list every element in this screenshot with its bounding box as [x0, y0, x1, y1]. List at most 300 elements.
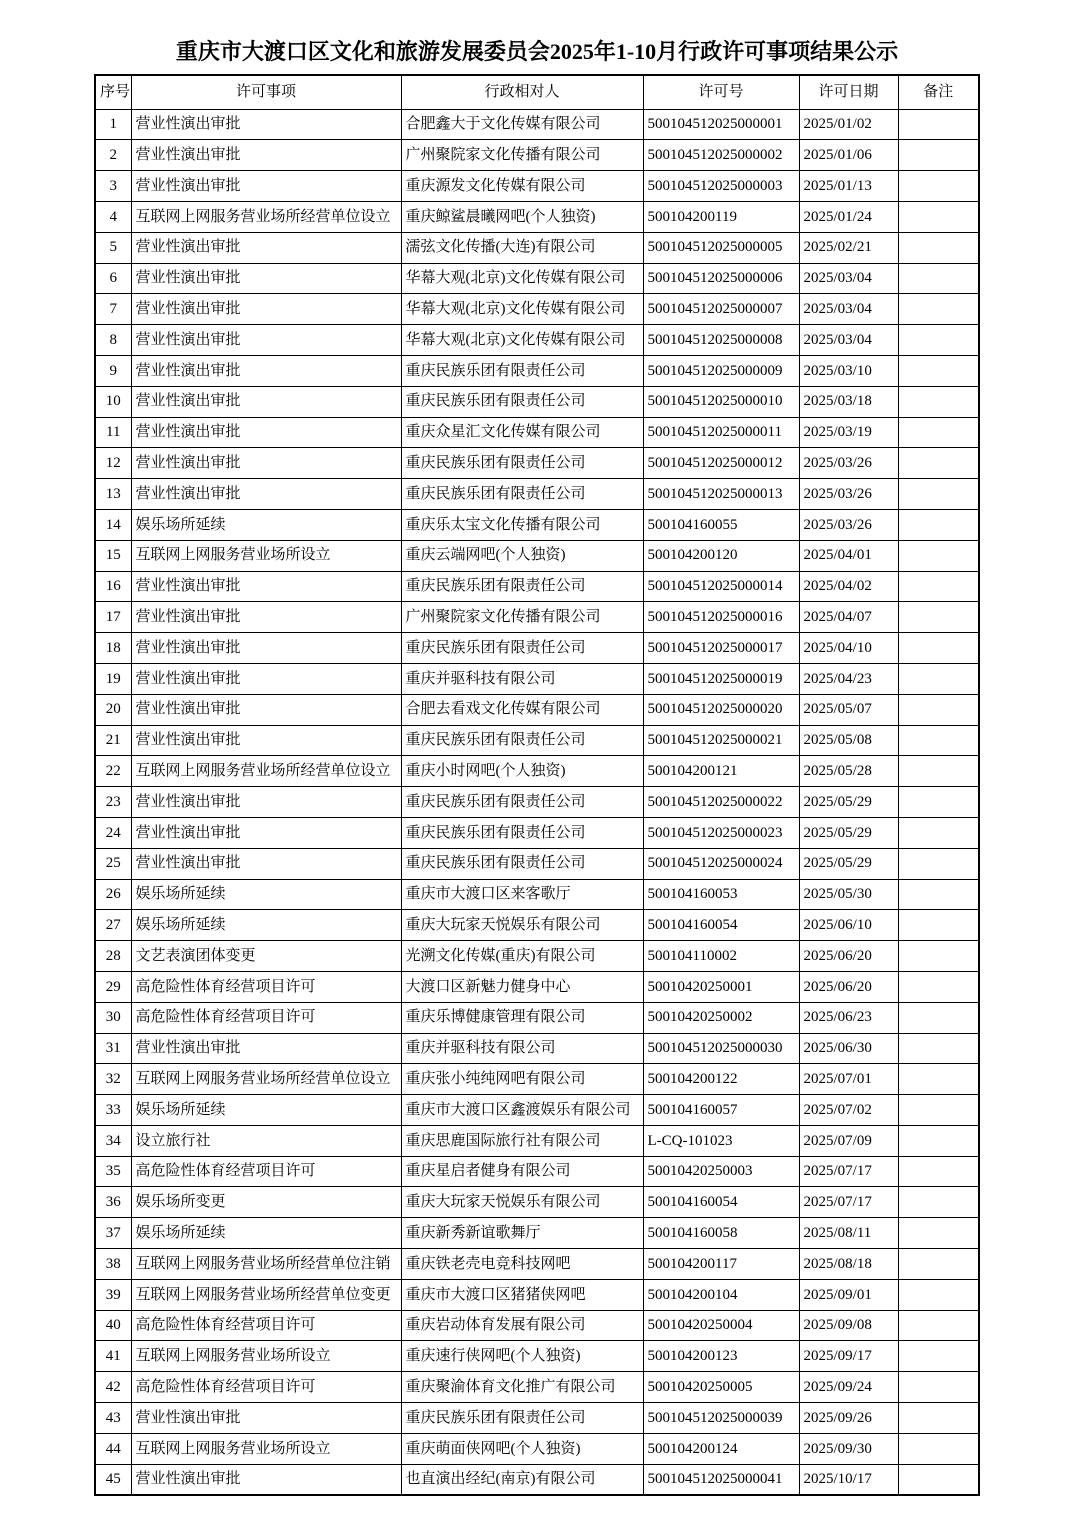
table-cell-date: 2025/04/10 — [799, 633, 898, 664]
table-cell-party: 重庆众星汇文化传媒有限公司 — [401, 417, 643, 448]
table-row — [95, 386, 979, 417]
table-cell-num: 500104160055 — [643, 509, 799, 540]
table-cell-party: 重庆民族乐团有限责任公司 — [401, 1403, 643, 1434]
table-cell-item: 营业性演出审批 — [131, 325, 401, 356]
table-cell-party: 华幕大观(北京)文化传媒有限公司 — [401, 325, 643, 356]
table-cell-num: 500104512025000024 — [643, 848, 799, 879]
table-cell-num: 50010420250001 — [643, 971, 799, 1002]
table-cell-num: 500104512025000020 — [643, 694, 799, 725]
table-cell-num: 500104110002 — [643, 941, 799, 972]
column-header-num: 许可号 — [643, 75, 799, 110]
table-cell-party: 重庆思鹿国际旅行社有限公司 — [401, 1125, 643, 1156]
table-cell-note — [898, 1002, 979, 1033]
table-cell-item: 高危险性体育经营项目许可 — [131, 971, 401, 1002]
table-cell-num: 50010420250003 — [643, 1156, 799, 1187]
table-cell-item: 营业性演出审批 — [131, 386, 401, 417]
table-cell-item: 营业性演出审批 — [131, 694, 401, 725]
table-row — [95, 1095, 979, 1126]
table-cell-date: 2025/09/30 — [799, 1433, 898, 1464]
table-cell-seq: 41 — [95, 1341, 131, 1372]
table-cell-date: 2025/05/28 — [799, 756, 898, 787]
table-cell-seq: 2 — [95, 140, 131, 171]
table-cell-note — [898, 294, 979, 325]
table-cell-date: 2025/03/04 — [799, 325, 898, 356]
table-cell-party: 重庆民族乐团有限责任公司 — [401, 571, 643, 602]
table-cell-num: 500104200104 — [643, 1279, 799, 1310]
table-cell-party: 重庆聚渝体育文化推广有限公司 — [401, 1372, 643, 1403]
table-cell-note — [898, 1095, 979, 1126]
table-cell-item: 娱乐场所延续 — [131, 1095, 401, 1126]
table-cell-party: 广州聚院家文化传播有限公司 — [401, 602, 643, 633]
table-cell-note — [898, 879, 979, 910]
table-cell-date: 2025/04/23 — [799, 663, 898, 694]
table-cell-num: 500104200120 — [643, 540, 799, 571]
table-cell-num: 500104512025000011 — [643, 417, 799, 448]
table-cell-party: 重庆民族乐团有限责任公司 — [401, 386, 643, 417]
table-cell-seq: 3 — [95, 171, 131, 202]
table-cell-num: 500104512025000009 — [643, 355, 799, 386]
table-cell-party: 大渡口区新魅力健身中心 — [401, 971, 643, 1002]
table-cell-seq: 30 — [95, 1002, 131, 1033]
table-cell-seq: 13 — [95, 479, 131, 510]
table-cell-party: 重庆速行侠网吧(个人独资) — [401, 1341, 643, 1372]
table-cell-note — [898, 663, 979, 694]
table-cell-note — [898, 1187, 979, 1218]
table-cell-party: 重庆乐太宝文化传播有限公司 — [401, 509, 643, 540]
table-cell-item: 营业性演出审批 — [131, 817, 401, 848]
table-row — [95, 325, 979, 356]
table-cell-date: 2025/05/29 — [799, 817, 898, 848]
table-cell-seq: 23 — [95, 787, 131, 818]
table-cell-seq: 16 — [95, 571, 131, 602]
table-cell-date: 2025/01/13 — [799, 171, 898, 202]
table-cell-item: 营业性演出审批 — [131, 417, 401, 448]
table-cell-num: 500104200117 — [643, 1249, 799, 1280]
table-cell-item: 营业性演出审批 — [131, 848, 401, 879]
table-row — [95, 1310, 979, 1341]
table-cell-note — [898, 355, 979, 386]
table-row — [95, 355, 979, 386]
table-cell-item: 营业性演出审批 — [131, 1464, 401, 1495]
table-cell-num: 50010420250004 — [643, 1310, 799, 1341]
table-cell-num: 500104200122 — [643, 1064, 799, 1095]
table-body — [95, 109, 979, 1495]
table-cell-note — [898, 386, 979, 417]
table-cell-date: 2025/01/06 — [799, 140, 898, 171]
table-cell-party: 重庆民族乐团有限责任公司 — [401, 448, 643, 479]
table-cell-date: 2025/04/02 — [799, 571, 898, 602]
table-cell-seq: 15 — [95, 540, 131, 571]
table-cell-num: 500104160054 — [643, 910, 799, 941]
table-cell-note — [898, 848, 979, 879]
table-cell-date: 2025/03/04 — [799, 263, 898, 294]
table-cell-note — [898, 1156, 979, 1187]
table-cell-seq: 38 — [95, 1249, 131, 1280]
table-cell-seq: 19 — [95, 663, 131, 694]
table-cell-date: 2025/06/20 — [799, 941, 898, 972]
table-cell-seq: 31 — [95, 1033, 131, 1064]
table-cell-num: 500104512025000019 — [643, 663, 799, 694]
column-header-note: 备注 — [898, 75, 979, 110]
table-row — [95, 756, 979, 787]
table-row — [95, 571, 979, 602]
table-cell-party: 重庆张小纯纯网吧有限公司 — [401, 1064, 643, 1095]
table-cell-item: 互联网上网服务营业场所经营单位变更 — [131, 1279, 401, 1310]
table-row — [95, 1187, 979, 1218]
table-cell-seq: 24 — [95, 817, 131, 848]
table-cell-seq: 10 — [95, 386, 131, 417]
table-cell-party: 濡弦文化传播(大连)有限公司 — [401, 232, 643, 263]
table-cell-date: 2025/03/26 — [799, 479, 898, 510]
table-cell-date: 2025/03/04 — [799, 294, 898, 325]
table-row — [95, 602, 979, 633]
table-cell-note — [898, 540, 979, 571]
table-cell-num: 500104512025000002 — [643, 140, 799, 171]
table-cell-note — [898, 1249, 979, 1280]
table-cell-date: 2025/07/17 — [799, 1187, 898, 1218]
table-cell-seq: 33 — [95, 1095, 131, 1126]
table-cell-note — [898, 910, 979, 941]
table-row — [95, 1403, 979, 1434]
table-cell-note — [898, 1064, 979, 1095]
table-cell-item: 营业性演出审批 — [131, 633, 401, 664]
table-cell-date: 2025/06/23 — [799, 1002, 898, 1033]
table-cell-num: 500104160054 — [643, 1187, 799, 1218]
table-row — [95, 1033, 979, 1064]
table-cell-party: 重庆铁老壳电竞科技网吧 — [401, 1249, 643, 1280]
table-cell-item: 营业性演出审批 — [131, 787, 401, 818]
table-cell-seq: 1 — [95, 109, 131, 140]
table-cell-num: 500104200123 — [643, 1341, 799, 1372]
table-cell-seq: 35 — [95, 1156, 131, 1187]
table-cell-date: 2025/09/17 — [799, 1341, 898, 1372]
table-cell-date: 2025/07/01 — [799, 1064, 898, 1095]
table-cell-party: 重庆新秀新谊歌舞厅 — [401, 1218, 643, 1249]
table-cell-note — [898, 1218, 979, 1249]
table-cell-note — [898, 1279, 979, 1310]
table-cell-seq: 29 — [95, 971, 131, 1002]
table-cell-seq: 9 — [95, 355, 131, 386]
table-cell-note — [898, 602, 979, 633]
table-cell-party: 合肥去看戏文化传媒有限公司 — [401, 694, 643, 725]
table-cell-num: 500104160053 — [643, 879, 799, 910]
table-cell-note — [898, 325, 979, 356]
table-cell-num: 500104512025000010 — [643, 386, 799, 417]
table-cell-party: 重庆云端网吧(个人独资) — [401, 540, 643, 571]
table-cell-item: 娱乐场所变更 — [131, 1187, 401, 1218]
table-cell-date: 2025/01/24 — [799, 201, 898, 232]
table-cell-num: 500104200121 — [643, 756, 799, 787]
table-row — [95, 1249, 979, 1280]
table-cell-party: 重庆鲸鲨晨曦网吧(个人独资) — [401, 201, 643, 232]
table-cell-party: 重庆民族乐团有限责任公司 — [401, 817, 643, 848]
table-row — [95, 663, 979, 694]
table-cell-item: 娱乐场所延续 — [131, 879, 401, 910]
table-cell-item: 营业性演出审批 — [131, 171, 401, 202]
table-cell-num: 500104200119 — [643, 201, 799, 232]
table-cell-item: 营业性演出审批 — [131, 263, 401, 294]
table-row — [95, 1279, 979, 1310]
table-cell-item: 互联网上网服务营业场所设立 — [131, 1433, 401, 1464]
table-cell-date: 2025/03/19 — [799, 417, 898, 448]
table-cell-num: 500104512025000023 — [643, 817, 799, 848]
table-cell-num: 500104512025000021 — [643, 725, 799, 756]
table-cell-item: 营业性演出审批 — [131, 109, 401, 140]
table-cell-party: 光溯文化传媒(重庆)有限公司 — [401, 941, 643, 972]
table-cell-note — [898, 1125, 979, 1156]
table-cell-note — [898, 633, 979, 664]
table-cell-item: 设立旅行社 — [131, 1125, 401, 1156]
table-cell-seq: 43 — [95, 1403, 131, 1434]
table-cell-note — [898, 971, 979, 1002]
table-cell-seq: 21 — [95, 725, 131, 756]
table-cell-date: 2025/05/30 — [799, 879, 898, 910]
table-cell-num: 500104512025000039 — [643, 1403, 799, 1434]
header-row — [95, 75, 979, 110]
table-cell-num: 500104512025000006 — [643, 263, 799, 294]
table-row — [95, 1372, 979, 1403]
table-cell-note — [898, 1341, 979, 1372]
table-cell-date: 2025/08/18 — [799, 1249, 898, 1280]
table-cell-item: 娱乐场所延续 — [131, 509, 401, 540]
table-cell-num: 50010420250002 — [643, 1002, 799, 1033]
table-cell-num: 500104512025000016 — [643, 602, 799, 633]
table-cell-num: 500104512025000005 — [643, 232, 799, 263]
table-row — [95, 171, 979, 202]
table-cell-date: 2025/05/07 — [799, 694, 898, 725]
table-cell-num: 500104512025000008 — [643, 325, 799, 356]
table-cell-party: 重庆大玩家天悦娱乐有限公司 — [401, 910, 643, 941]
table-cell-item: 互联网上网服务营业场所经营单位设立 — [131, 1064, 401, 1095]
table-cell-note — [898, 1464, 979, 1495]
table-cell-item: 营业性演出审批 — [131, 602, 401, 633]
table-cell-note — [898, 1433, 979, 1464]
table-cell-item: 高危险性体育经营项目许可 — [131, 1156, 401, 1187]
table-cell-date: 2025/09/01 — [799, 1279, 898, 1310]
table-row — [95, 817, 979, 848]
table-row — [95, 1341, 979, 1372]
table-cell-party: 重庆民族乐团有限责任公司 — [401, 479, 643, 510]
table-cell-item: 互联网上网服务营业场所经营单位注销 — [131, 1249, 401, 1280]
table-row — [95, 1002, 979, 1033]
table-cell-seq: 37 — [95, 1218, 131, 1249]
table-cell-note — [898, 263, 979, 294]
table-cell-seq: 44 — [95, 1433, 131, 1464]
table-cell-seq: 4 — [95, 201, 131, 232]
table-row — [95, 1433, 979, 1464]
table-cell-date: 2025/01/02 — [799, 109, 898, 140]
table-cell-date: 2025/07/17 — [799, 1156, 898, 1187]
table-row — [95, 848, 979, 879]
table-cell-num: 500104512025000017 — [643, 633, 799, 664]
table-cell-num: 500104200124 — [643, 1433, 799, 1464]
table-row — [95, 509, 979, 540]
table-cell-note — [898, 694, 979, 725]
table-cell-item: 营业性演出审批 — [131, 448, 401, 479]
table-cell-date: 2025/02/21 — [799, 232, 898, 263]
table-cell-num: L-CQ-101023 — [643, 1125, 799, 1156]
table-cell-party: 合肥鑫大于文化传媒有限公司 — [401, 109, 643, 140]
column-header-date: 许可日期 — [799, 75, 898, 110]
table-cell-party: 重庆民族乐团有限责任公司 — [401, 848, 643, 879]
table-cell-seq: 12 — [95, 448, 131, 479]
table-cell-note — [898, 171, 979, 202]
table-cell-item: 互联网上网服务营业场所设立 — [131, 1341, 401, 1372]
table-row — [95, 417, 979, 448]
table-cell-num: 500104512025000012 — [643, 448, 799, 479]
table-cell-note — [898, 1372, 979, 1403]
page-title: 重庆市大渡口区文化和旅游发展委员会2025年1-10月行政许可事项结果公示 — [175, 39, 899, 64]
table-cell-item: 文艺表演团体变更 — [131, 941, 401, 972]
table-cell-seq: 34 — [95, 1125, 131, 1156]
table-cell-date: 2025/06/30 — [799, 1033, 898, 1064]
table-row — [95, 725, 979, 756]
table-cell-num: 500104160057 — [643, 1095, 799, 1126]
table-cell-party: 重庆市大渡口区鑫渡娱乐有限公司 — [401, 1095, 643, 1126]
table-cell-note — [898, 1033, 979, 1064]
table-row — [95, 294, 979, 325]
table-cell-item: 娱乐场所延续 — [131, 1218, 401, 1249]
table-cell-party: 华幕大观(北京)文化传媒有限公司 — [401, 294, 643, 325]
table-cell-note — [898, 232, 979, 263]
table-cell-note — [898, 109, 979, 140]
table-cell-date: 2025/08/11 — [799, 1218, 898, 1249]
table-cell-note — [898, 417, 979, 448]
table-cell-date: 2025/10/17 — [799, 1464, 898, 1495]
table-cell-seq: 7 — [95, 294, 131, 325]
table-cell-date: 2025/09/24 — [799, 1372, 898, 1403]
table-cell-seq: 25 — [95, 848, 131, 879]
table-cell-seq: 45 — [95, 1464, 131, 1495]
table-row — [95, 263, 979, 294]
table-row — [95, 910, 979, 941]
table-cell-note — [898, 571, 979, 602]
table-cell-seq: 39 — [95, 1279, 131, 1310]
table-cell-num: 500104512025000013 — [643, 479, 799, 510]
table-cell-note — [898, 725, 979, 756]
table-cell-item: 营业性演出审批 — [131, 140, 401, 171]
table-row — [95, 1218, 979, 1249]
table-cell-seq: 32 — [95, 1064, 131, 1095]
table-row — [95, 448, 979, 479]
table-cell-num: 500104512025000001 — [643, 109, 799, 140]
table-cell-date: 2025/03/10 — [799, 355, 898, 386]
table-cell-note — [898, 509, 979, 540]
table-cell-date: 2025/03/26 — [799, 448, 898, 479]
table-cell-item: 营业性演出审批 — [131, 479, 401, 510]
table-cell-party: 重庆源发文化传媒有限公司 — [401, 171, 643, 202]
table-cell-seq: 18 — [95, 633, 131, 664]
table-cell-party: 重庆萌面侠网吧(个人独资) — [401, 1433, 643, 1464]
table-cell-item: 高危险性体育经营项目许可 — [131, 1372, 401, 1403]
table-row — [95, 201, 979, 232]
table-cell-date: 2025/05/29 — [799, 848, 898, 879]
table-cell-party: 重庆乐博健康管理有限公司 — [401, 1002, 643, 1033]
table-cell-note — [898, 941, 979, 972]
table-cell-item: 营业性演出审批 — [131, 355, 401, 386]
table-cell-party: 重庆市大渡口区猪猪侠网吧 — [401, 1279, 643, 1310]
table-cell-note — [898, 140, 979, 171]
table-cell-item: 互联网上网服务营业场所经营单位设立 — [131, 756, 401, 787]
permit-table — [94, 74, 980, 1497]
table-row — [95, 694, 979, 725]
table-row — [95, 1125, 979, 1156]
table-row — [95, 1064, 979, 1095]
table-cell-seq: 42 — [95, 1372, 131, 1403]
table-cell-note — [898, 787, 979, 818]
table-row — [95, 109, 979, 140]
table-row — [95, 1156, 979, 1187]
table-cell-seq: 26 — [95, 879, 131, 910]
table-cell-item: 营业性演出审批 — [131, 571, 401, 602]
table-cell-party: 重庆并驱科技有限公司 — [401, 1033, 643, 1064]
table-cell-seq: 14 — [95, 509, 131, 540]
table-cell-date: 2025/09/26 — [799, 1403, 898, 1434]
table-cell-party: 重庆大玩家天悦娱乐有限公司 — [401, 1187, 643, 1218]
table-cell-seq: 11 — [95, 417, 131, 448]
table-cell-date: 2025/07/02 — [799, 1095, 898, 1126]
table-cell-seq: 17 — [95, 602, 131, 633]
table-cell-seq: 8 — [95, 325, 131, 356]
table-cell-item: 互联网上网服务营业场所经营单位设立 — [131, 201, 401, 232]
table-row — [95, 941, 979, 972]
table-cell-note — [898, 756, 979, 787]
table-cell-num: 500104160058 — [643, 1218, 799, 1249]
table-cell-item: 营业性演出审批 — [131, 725, 401, 756]
table-row — [95, 479, 979, 510]
table-cell-num: 500104512025000022 — [643, 787, 799, 818]
table-cell-date: 2025/07/09 — [799, 1125, 898, 1156]
table-cell-num: 500104512025000007 — [643, 294, 799, 325]
table-cell-seq: 20 — [95, 694, 131, 725]
table-cell-party: 重庆并驱科技有限公司 — [401, 663, 643, 694]
table-cell-item: 营业性演出审批 — [131, 1033, 401, 1064]
table-cell-item: 互联网上网服务营业场所设立 — [131, 540, 401, 571]
table-cell-date: 2025/04/07 — [799, 602, 898, 633]
table-cell-party: 重庆岩动体育发展有限公司 — [401, 1310, 643, 1341]
table-cell-seq: 6 — [95, 263, 131, 294]
table-cell-num: 500104512025000041 — [643, 1464, 799, 1495]
table-cell-note — [898, 479, 979, 510]
table-cell-date: 2025/06/10 — [799, 910, 898, 941]
table-cell-num: 500104512025000003 — [643, 171, 799, 202]
table-cell-item: 营业性演出审批 — [131, 1403, 401, 1434]
table-cell-seq: 40 — [95, 1310, 131, 1341]
table-cell-party: 广州聚院家文化传播有限公司 — [401, 140, 643, 171]
table-cell-num: 500104512025000014 — [643, 571, 799, 602]
table-cell-item: 营业性演出审批 — [131, 294, 401, 325]
column-header-party: 行政相对人 — [401, 75, 643, 110]
table-cell-item: 高危险性体育经营项目许可 — [131, 1002, 401, 1033]
table-row — [95, 1464, 979, 1495]
table-cell-item: 娱乐场所延续 — [131, 910, 401, 941]
table-cell-party: 重庆市大渡口区来客歌厅 — [401, 879, 643, 910]
table-cell-date: 2025/09/08 — [799, 1310, 898, 1341]
table-cell-party: 重庆民族乐团有限责任公司 — [401, 633, 643, 664]
table-row — [95, 879, 979, 910]
table-row — [95, 787, 979, 818]
column-header-seq: 序号 — [95, 75, 131, 110]
table-cell-party: 华幕大观(北京)文化传媒有限公司 — [401, 263, 643, 294]
table-cell-num: 50010420250005 — [643, 1372, 799, 1403]
table-cell-item: 营业性演出审批 — [131, 663, 401, 694]
table-cell-date: 2025/06/20 — [799, 971, 898, 1002]
table-cell-party: 重庆小时网吧(个人独资) — [401, 756, 643, 787]
table-cell-note — [898, 1310, 979, 1341]
table-cell-seq: 28 — [95, 941, 131, 972]
table-cell-item: 营业性演出审批 — [131, 232, 401, 263]
table-cell-seq: 5 — [95, 232, 131, 263]
